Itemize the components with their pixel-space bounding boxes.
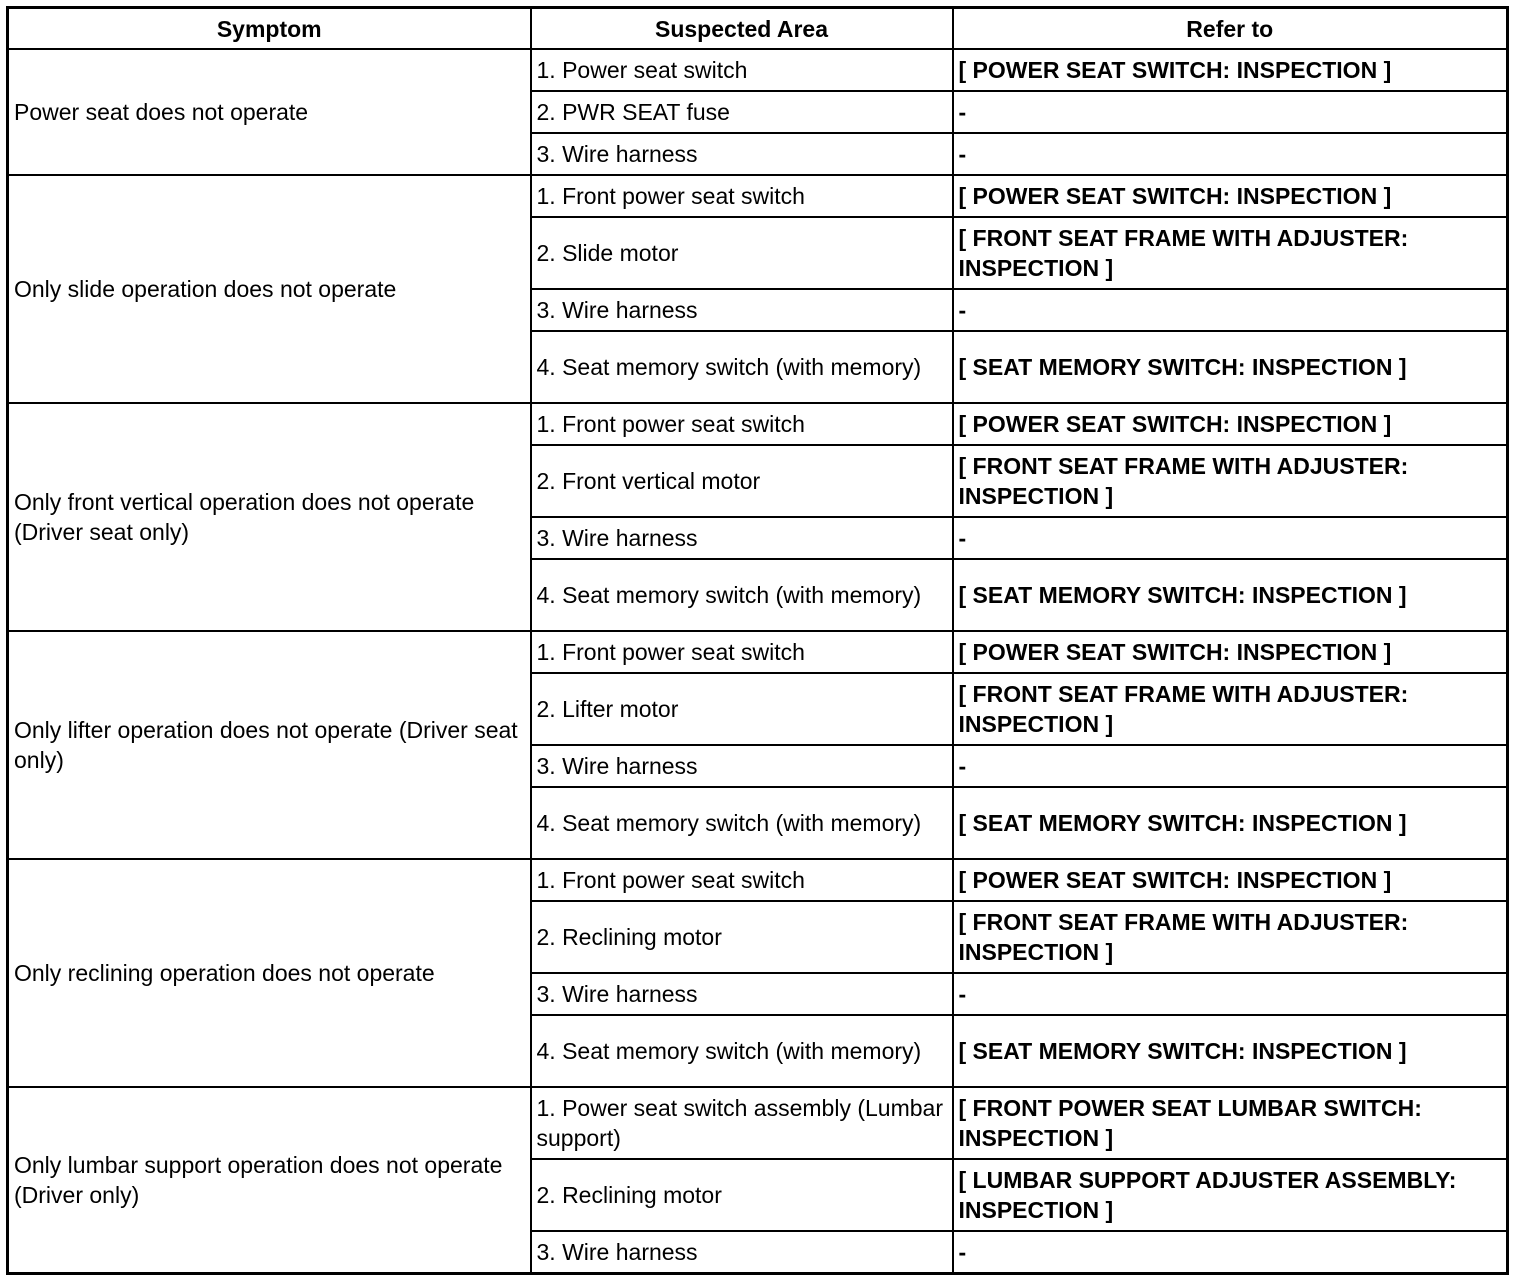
refer-to-cell: [ POWER SEAT SWITCH: INSPECTION ]: [953, 49, 1508, 91]
table-row: [8, 49, 1508, 91]
symptom-cell: Power seat does not operate: [8, 49, 531, 175]
symptom-cell: Only slide operation does not operate: [8, 175, 531, 403]
suspected-area-cell: 4. Seat memory switch (with memory): [531, 331, 953, 403]
header-symptom: Symptom: [8, 8, 531, 50]
suspected-area-cell: 1. Front power seat switch: [531, 859, 953, 901]
symptom-cell: Only front vertical operation does not operate (Driver seat only): [8, 403, 531, 631]
suspected-area-cell: 4. Seat memory switch (with memory): [531, 1015, 953, 1087]
suspected-area-cell: 3. Wire harness: [531, 289, 953, 331]
symptom-cell: Only lumbar support operation does not operate (Driver only): [8, 1087, 531, 1274]
suspected-area-cell: 3. Wire harness: [531, 973, 953, 1015]
refer-to-cell: [ POWER SEAT SWITCH: INSPECTION ]: [953, 859, 1508, 901]
table-row: [8, 631, 1508, 673]
suspected-area-cell: 3. Wire harness: [531, 133, 953, 175]
header-refer-to: Refer to: [953, 8, 1508, 50]
suspected-area-cell: 1. Front power seat switch: [531, 631, 953, 673]
refer-to-cell: [ FRONT SEAT FRAME WITH ADJUSTER: INSPECTION ]: [953, 673, 1508, 745]
refer-to-cell: -: [953, 1231, 1508, 1274]
table-row: [8, 175, 1508, 217]
suspected-area-cell: 3. Wire harness: [531, 517, 953, 559]
suspected-area-cell: 4. Seat memory switch (with memory): [531, 787, 953, 859]
refer-to-cell: [ SEAT MEMORY SWITCH: INSPECTION ]: [953, 559, 1508, 631]
suspected-area-cell: 2. Lifter motor: [531, 673, 953, 745]
refer-to-cell: -: [953, 517, 1508, 559]
refer-to-cell: [ FRONT POWER SEAT LUMBAR SWITCH: INSPECTION ]: [953, 1087, 1508, 1159]
refer-to-cell: -: [953, 133, 1508, 175]
refer-to-cell: [ SEAT MEMORY SWITCH: INSPECTION ]: [953, 1015, 1508, 1087]
refer-to-cell: -: [953, 91, 1508, 133]
suspected-area-cell: 1. Front power seat switch: [531, 175, 953, 217]
refer-to-cell: -: [953, 289, 1508, 331]
refer-to-cell: [ POWER SEAT SWITCH: INSPECTION ]: [953, 631, 1508, 673]
refer-to-cell: [ POWER SEAT SWITCH: INSPECTION ]: [953, 403, 1508, 445]
header-suspected-area: Suspected Area: [531, 8, 953, 50]
refer-to-cell: -: [953, 745, 1508, 787]
header-row: [8, 8, 1508, 50]
suspected-area-cell: 2. Slide motor: [531, 217, 953, 289]
refer-to-cell: [ SEAT MEMORY SWITCH: INSPECTION ]: [953, 787, 1508, 859]
refer-to-cell: [ FRONT SEAT FRAME WITH ADJUSTER: INSPECTION ]: [953, 217, 1508, 289]
suspected-area-cell: 1. Front power seat switch: [531, 403, 953, 445]
suspected-area-cell: 4. Seat memory switch (with memory): [531, 559, 953, 631]
symptom-cell: Only reclining operation does not operate: [8, 859, 531, 1087]
table-row: [8, 1087, 1508, 1159]
refer-to-cell: [ POWER SEAT SWITCH: INSPECTION ]: [953, 175, 1508, 217]
refer-to-cell: [ FRONT SEAT FRAME WITH ADJUSTER: INSPECTION ]: [953, 901, 1508, 973]
suspected-area-cell: 1. Power seat switch assembly (Lumbar support): [531, 1087, 953, 1159]
symptom-cell: Only lifter operation does not operate (Driver seat only): [8, 631, 531, 859]
table-row: [8, 403, 1508, 445]
suspected-area-cell: 2. Front vertical motor: [531, 445, 953, 517]
suspected-area-cell: 1. Power seat switch: [531, 49, 953, 91]
troubleshooting-table: [6, 6, 1509, 1275]
table-row: [8, 859, 1508, 901]
refer-to-cell: -: [953, 973, 1508, 1015]
suspected-area-cell: 3. Wire harness: [531, 1231, 953, 1274]
suspected-area-cell: 3. Wire harness: [531, 745, 953, 787]
suspected-area-cell: 2. Reclining motor: [531, 901, 953, 973]
refer-to-cell: [ FRONT SEAT FRAME WITH ADJUSTER: INSPECTION ]: [953, 445, 1508, 517]
suspected-area-cell: 2. Reclining motor: [531, 1159, 953, 1231]
refer-to-cell: [ LUMBAR SUPPORT ADJUSTER ASSEMBLY: INSPECTION ]: [953, 1159, 1508, 1231]
refer-to-cell: [ SEAT MEMORY SWITCH: INSPECTION ]: [953, 331, 1508, 403]
suspected-area-cell: 2. PWR SEAT fuse: [531, 91, 953, 133]
